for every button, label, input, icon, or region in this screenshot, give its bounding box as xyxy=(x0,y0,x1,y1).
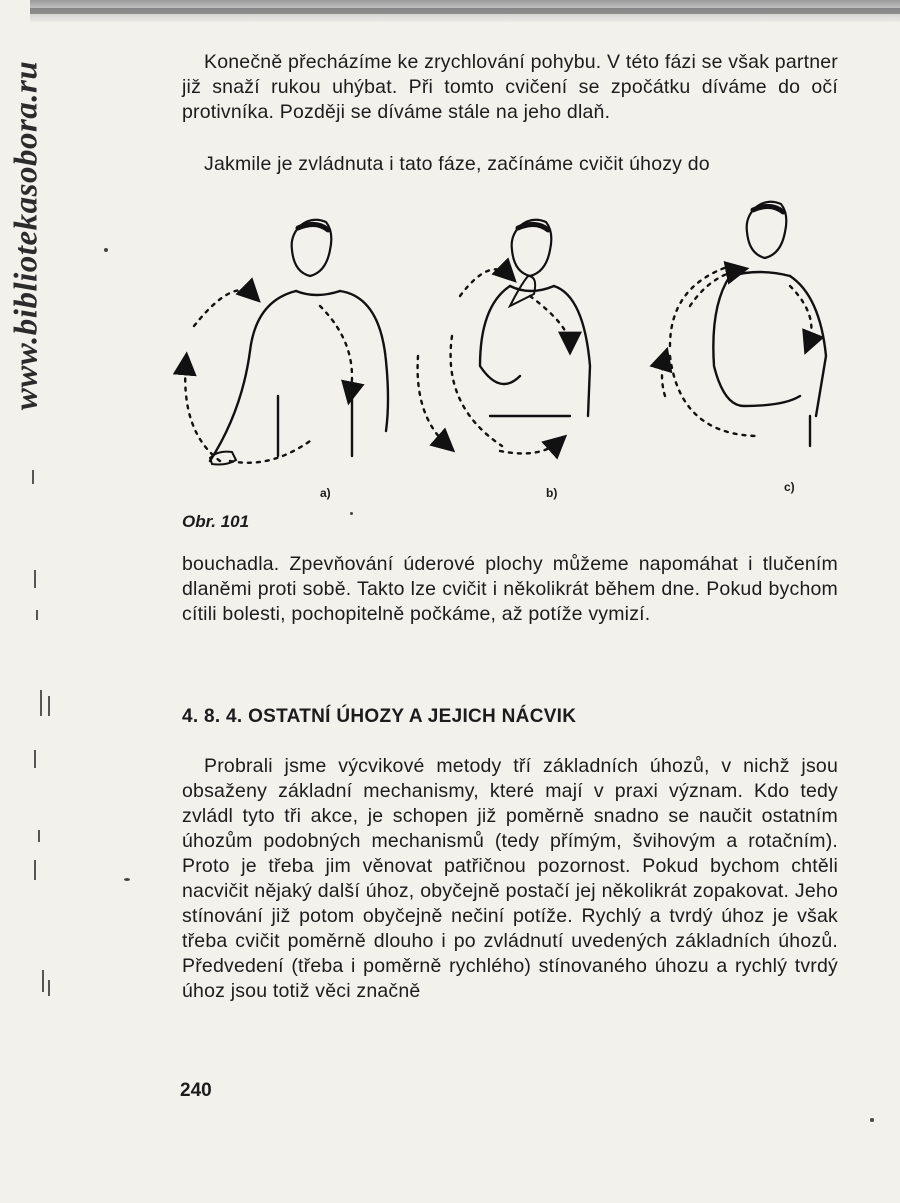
page-number: 240 xyxy=(180,1080,212,1101)
figure-b xyxy=(418,220,590,454)
scan-speck xyxy=(350,512,353,515)
watermark-text: www.bibliotekasobora.ru xyxy=(8,60,45,410)
paragraph-3: bouchadla. Zpevňování úderové plochy můžeme napomáhat i tlučením dlaněmi proti sobě. Takto lze cvičit i několikrát během dne. Pokud bychom cítili bolesti, pochopitelně počkáme, až potíže vymizí. xyxy=(182,553,838,625)
figure-label-a: a) xyxy=(320,486,331,500)
figure-label-b: b) xyxy=(546,486,558,500)
scan-speck xyxy=(124,878,130,881)
figure-a xyxy=(185,220,388,465)
figure-illustration xyxy=(170,196,860,506)
paragraph-2: Jakmile je zvládnuta i tato fáze, začínáme cvičit úhozy do xyxy=(204,153,710,175)
figure-label-c: c) xyxy=(784,480,795,494)
margin-marks xyxy=(28,450,58,1150)
scan-speck xyxy=(870,1118,874,1122)
paragraph-4: Probrali jsme výcvikové metody tří základních úhozů, v nichž jsou obsaženy základní mechanismy, které mají v praxi význam. Kdo tedy zvládl tyto tři akce, je schopen již poměrně snadno se naučit ostatním úhozům podobných mechanismů (tedy přímým, švihovým a rotačním). Proto je třeba jim věnovat patřičnou pozornost. Pokud bychom chtěli nacvičit nějaký další úhoz, obyčejně postačí jej několikrát zopakovat. Jeho stínování již potom obyčejně nečiní potíže. Rychlý a tvrdý úhoz je však třeba cvičit poměrně dlouho i po zvládnutí uvedených základních úhozů. Předvedení (třeba i poměrně rychlého) stínovaného úhozu a rychlý tvrdý úhoz jsou totiž věci značně xyxy=(182,755,838,1002)
section-heading: 4. 8. 4. OSTATNÍ ÚHOZY A JEJICH NÁCVIK xyxy=(182,706,577,727)
paragraph-1: Konečně přecházíme ke zrychlování pohybu. V této fázi se však partner již snaží rukou uhýbat. Při tomto cvičení se zpočátku díváme do očí protivníka. Později se díváme stále na jeho dlaň. xyxy=(182,51,838,123)
figure-c xyxy=(662,202,826,446)
scan-top-line xyxy=(30,8,900,14)
figure-caption: Obr. 101 xyxy=(182,512,250,531)
scan-speck xyxy=(104,248,108,252)
figure-101 xyxy=(170,196,860,506)
watermark xyxy=(6,20,48,450)
